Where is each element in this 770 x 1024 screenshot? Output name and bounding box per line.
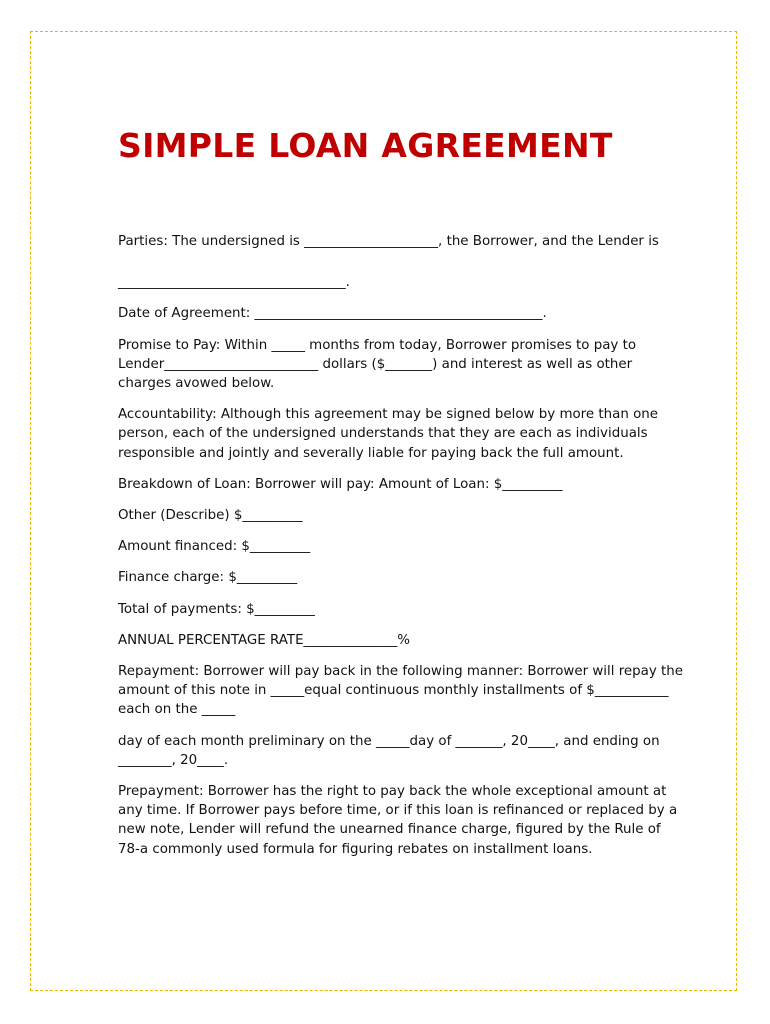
total-of-payments-line: Total of payments: $_________ xyxy=(118,601,315,617)
promise-to-pay-paragraph: Promise to Pay: Within _____ months from today, Borrower promises to pay to Lender_______________________ dollars ($_______) and interest as well as other charges avowed below. xyxy=(118,337,637,392)
document-title: SIMPLE LOAN AGREEMENT xyxy=(118,126,613,165)
date-of-agreement-paragraph: Date of Agreement: ___________________________________________. xyxy=(118,306,547,322)
document-body xyxy=(118,232,684,859)
prepayment-paragraph: Prepayment: Borrower has the right to pay back the whole exceptional amount at any time. If Borrower pays before time, or if this loan is refinanced or replaced by a new note, Lender will refund the unearned finance charge, figured by the Rule of 78-a commonly used formula for figuring rebates on installment loans. xyxy=(118,784,678,857)
breakdown-of-loan-paragraph: Breakdown of Loan: Borrower will pay: Amount of Loan: $_________ xyxy=(118,476,563,492)
annual-percentage-rate-line: ANNUAL PERCENTAGE RATE______________% xyxy=(118,632,411,648)
amount-financed-line: Amount financed: $_________ xyxy=(118,539,311,555)
accountability-paragraph: Accountability: Although this agreement may be signed below by more than one person, each of the undersigned understands that they are each as individuals responsible and jointly and severally liable for paying back the full amount. xyxy=(118,407,658,461)
lender-name-line: __________________________________. xyxy=(118,275,350,291)
payment-schedule-paragraph: day of each month preliminary on the _____day of _______, 20____, and ending on ________, 20____. xyxy=(118,733,660,768)
other-describe-line: Other (Describe) $_________ xyxy=(118,508,303,524)
finance-charge-line: Finance charge: $_________ xyxy=(118,570,298,586)
parties-paragraph: Parties: The undersigned is ____________________, the Borrower, and the Lender is xyxy=(118,234,659,249)
repayment-paragraph: Repayment: Borrower will pay back in the following manner: Borrower will repay the amount of this note in _____equal continuous monthly installments of $___________ each on the _____ xyxy=(118,664,684,718)
